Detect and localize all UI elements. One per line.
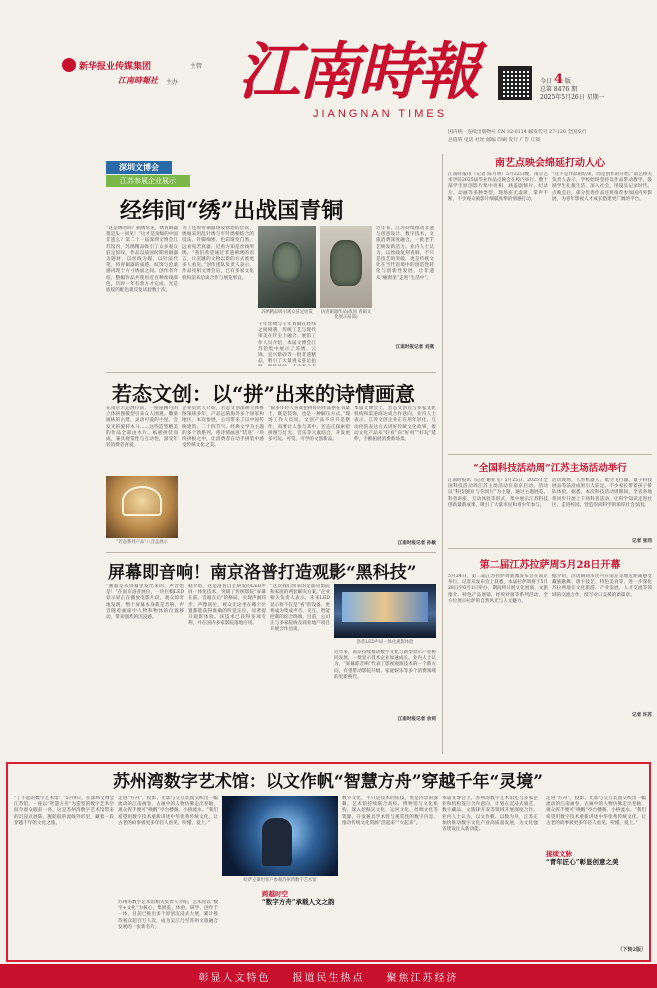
- side1-col1: 江南时报讯（记者 陈月明）5月22日晚，南京艺术学院2025届毕业作品点映会在校内举行。数十部学生原创影片集中亮相，涵盖剧情片、纪录片、动画等多种类型，现场座无虚席，掌声不断，不少观众被影片细腻真挚的情感打动。: [448, 172, 548, 202]
- side3-col1: 5月24日，第二届江苏拉萨周新闻发布会在南京举行。记者从发布会上获悉，本届拉萨周将于5月28日至6月1日举办，期间将开展文化展演、文旅推介、特色产品展销、经贸对接等系列活动，全方位展示拉萨的自然风光与人文魅力。: [448, 574, 548, 604]
- feature-subhead1: [262, 890, 342, 906]
- article3-image-caption: 洛普LED声屏一体化观影体验: [356, 640, 414, 645]
- side2-byline: 记者 张同: [632, 539, 652, 544]
- article2-image: [106, 476, 178, 538]
- article2-byline: 江南时报记者 孙敏: [397, 541, 436, 546]
- issue-info: [540, 72, 650, 102]
- feature-col1: “了不起的数字艺术馆！”5月9日，在深圳文博会江苏馆，一座以“智慧方舟”为造型的数字艺术空间令观众眼前一亮。这是苏州湾数字艺术馆带来的沉浸式展陈，舰船般的流线外形里，藏着一段穿越千年的文化之旅。: [14, 796, 114, 826]
- article1-col3: 千年丝绸与千年青铜在经纬之间相遇，传统工艺与现代审美在针尖上融合。展馆工作人员介绍，本届文博会江苏馆集中展示了苏绣、云锦、宜兴紫砂等一批非遗精品，吸引了大量观众驻足拍: [258, 322, 316, 365]
- feature-headline[interactable]: 苏州湾数字艺术馆：以文作帆“智慧方舟”穿越千年“灵境”: [112, 772, 544, 792]
- publisher-block: [62, 58, 222, 98]
- footer-bar: [0, 964, 657, 988]
- feature-col6-text: 走进“方舟”，投影、光影与交互装置交织出一幅流动的江南画卷，古画中的人物仿佛走出卷轴，观众挥手便可“唤醒”亭台楼阁、小桥流水。“我们希望用数字技术重新讲述中华优秀传统文化，让古老的故事被更多年轻人看见、听懂、爱上。”: [546, 796, 646, 826]
- article2-col2: 企业负责人介绍，若态文创深耕立体拼图领域多年，产品远销海外多个国家和地区。本次参展，公司带来了以中国传统建筑、二十四节气、经典文学为主题的多个新系列，将诗情画意“装进”一块块拼板之中，让消费者在动手拼装中感受传统文化之美。: [182, 406, 264, 449]
- page-label: 今日: [540, 78, 553, 85]
- article1-image1: [258, 226, 316, 308]
- divider: [106, 552, 436, 553]
- feature-continued[interactable]: （下转2版）: [617, 947, 646, 953]
- feature-col6: [546, 796, 646, 846]
- feature-col3: 苏州湾数字艺术馆相关负责人介绍，艺术馆以“数字+文化”为核心，集展览、体验、研学、创作于一体，目前已推出多个原创沉浸式大展，累计接待观众超百万人次，成为吴江乃至苏州文旅融合发展的一张新名片。: [118, 900, 218, 930]
- host-brand: 江南時報社: [118, 75, 158, 85]
- article2-image-caption: “若态系列产品”八音盒展示: [116, 540, 168, 545]
- article1-image2: [320, 226, 372, 308]
- side2-col1: 江南时报讯（记者 谢亚飞）5月25日，2025年全国科技活动周江苏主场活动在南京启动。活动以“科技强国 与你同行”为主题，通过主题展览、科普讲座、互动体验等形式，集中展示江苏科技创新最新成果，吸引了大量市民和青少年参与。: [448, 478, 548, 508]
- footer-slogan-1: 彰显人文特色: [198, 972, 271, 984]
- cn-number: 国内统一连续出版物号 CN 32-0114 邮发代号 27-120 全国发行: [448, 130, 587, 135]
- feature-image-caption: 哈萨克斯坦客户参观苏州湾数字艺术馆: [243, 878, 317, 883]
- article2-headline[interactable]: 若态文创：以“拼”出来的诗情画意: [112, 382, 416, 406]
- column-divider: [442, 154, 443, 754]
- article1-byline: 江南时报记者 刘燕: [395, 345, 434, 350]
- footer-slogan-3: 聚焦江苏经济: [386, 972, 459, 984]
- host-role: 主办: [166, 79, 179, 86]
- article3-headline[interactable]: 屏幕即音响！南京洛普打造观影“黑科技”: [108, 563, 417, 583]
- feature-col5: 本届文博会上，苏州湾数字艺术馆还与多家企业和机构签订合作意向，计划在沉浸式演艺、数字藏品、文旅IP开发等领域开展深度合作。业内人士认为，以文作帆、以数为舟，江苏正加快推动数字文化产业高质量发展，为文化强省建设注入新动能。: [442, 796, 538, 833]
- side3-headline[interactable]: 第二届江苏拉萨周5月28日开幕: [479, 560, 621, 571]
- qr-code-icon[interactable]: [498, 66, 532, 100]
- masthead-title: 江南時報: [238, 35, 479, 108]
- article2-col3: “很多年轻人喜欢把拼好的作品摆在书桌上，既是装饰，也是一种解压方式。”现场工作人员说，文创产品不应只是摆件，而要让人参与其中。若态正探索把拼图与灯光、音乐等元素结合，开发更多可玩、可赏、可学的文创新品。: [268, 406, 350, 443]
- divider: [106, 372, 436, 373]
- side2-headline[interactable]: “全国科技活动周”江苏主场活动举行: [473, 463, 627, 474]
- section-tag: 深圳文博会: [106, 161, 172, 174]
- subhead2-title: “青年匠心”彰显创意之美: [546, 858, 619, 866]
- side1-col2: “这不是作品的结束，而是创作的开始。”南艺相关负责人表示，学校始终坚持以作品带动教学，鼓励学生扎根生活、深入社会，用镜头记录时代。点映会后，部分优秀作品还将推荐参加国内外影展，为青年影视人才成长搭建更广阔的平台。: [552, 172, 652, 202]
- article2-col4: 本届文博会上，若态文创还与多家文化机构和渠道商达成合作意向。业内人士表示，江苏文创企业正在用年轻化、互动化的表达方式讲好传统文化故事，推动文化产品从“好看”向“好用”“好玩”延伸，不断拓展消费新场景。: [354, 406, 436, 443]
- side3-col2: 据介绍，活动期间市民可在南京等地近距离感受藏族歌舞、唐卡技艺、特色美食等，进一步深化苏拉两地在文化旅游、产业发展、人才交流等领域的交流合作，续写对口支援的新篇章。: [552, 574, 652, 598]
- article3-col3: “这次我们带来的是面向影院和家庭的两套解决方案。”企业相关负责人表示，未来LED显示将不仅是“看”的设备，更将成为集成声音、交互、智能控制的综合终端。目前，公司正与多家院线及商业地产项目开展合作洽谈。: [270, 584, 330, 633]
- article3-col1: “画面是从屏幕里发出来的，声音也是！”在南京洛普展位，一块巨幅LED显示屏正在播放电影片段，观众惊奇地发现，整个屏幕本身就是音响，声音随着画面中人物和物体的位置移动，带来强烈的沉浸感。: [106, 584, 184, 621]
- section-sub-label: 江苏参展企业展示: [106, 175, 190, 187]
- masthead-pinyin: JIANGNAN TIMES: [312, 108, 448, 120]
- article3-col4: 近年来，南京持续推动数字文化与新型显示产业协同发展，一批显示技术企业加速成长。业内人士认为，“屏幕即音响”代表了影视观演技术的一个新方向，有望带动影院升级、家庭娱乐等多个消费领域的更新换代。: [334, 650, 436, 680]
- subhead1-title: “数字方舟”承载人文之韵: [262, 898, 335, 906]
- divider: [448, 548, 652, 549]
- article3-col2: 据介绍，这是洛普自主研发的LED声屏一体化技术，突破了传统影院“屏幕在前、音箱在后”的格局，实现声画同步、声像同位，观众无论坐在哪个位置都能获得准确的听觉定位，显著提升观影体验。该技术已获得多项专利，并在国内多家影院落地应用。: [188, 584, 266, 627]
- article3-byline: 江南时报记者 余剑: [397, 717, 436, 722]
- side2-col2: 活动现场，人形机器人、低空飞行器、量子科技展品等前沿成果引人驻足，不少家长带着孩子排队体验。据悉，本次科技活动周期间，全省各地将同步开展上千场科普活动，让科学知识走进社区、走进校园，营造崇尚科学的浓厚社会氛围。: [552, 478, 652, 508]
- article2-col1: 在南京若态展位前，一座座精巧的立体拼图模型引来众人围观。雕梁画栋的古建、灵动可爱的小屋、会发光的旋转木马……这些造型精美的作品全部由木片、纸板拼装而成，兼具观赏性与互动性，深受年轻消费者喜爱。: [106, 406, 178, 449]
- side1-headline[interactable]: 南艺点映会绵延打动人心: [495, 158, 605, 169]
- article1-col1: “这是绣的吗？刺绣常见，绣青铜器很是头一回见！”这才是顶级的中国非遗么？第二十一届深圳文博会江苏馆内，苏绣精品吸引了众多观众驻足惊叹。作品以战国时期青铜器为题材，以丝线为媒、以针法代笔，将青铜器的质感、纹饰与沧桑感再现于方寸绣面之间。创作者介绍，整幅作品共使用近百种丝线颜色，历时一年有余方才完成，光是底纹的配色就反复试验数十次。: [106, 226, 178, 294]
- masthead: [0, 0, 657, 143]
- feature-image: [222, 796, 338, 876]
- article1-col4: 近年来，江苏持续推动非遗与创意设计、数字技术、文旅消费深度融合，一批老手艺焕发新活力。业内人士认为，以丝线复刻青铜，不只是技艺的突破，更是传统文化在当代语境中的创造性转化与创新性发展，让非遗从“橱窗里”走进“生活中”。: [376, 226, 434, 281]
- page-unit: 版: [564, 78, 571, 85]
- subhead2-label: 接续文脉: [546, 850, 572, 858]
- xinhua-logo-icon: [62, 58, 76, 72]
- footer-slogan-2: 报道民生热点: [292, 972, 365, 984]
- article1-image2-caption: 仿青铜器作品(战国 青铜文化展示局部): [320, 310, 372, 320]
- feature-col2: 走进“方舟”，投影、光影与交互装置交织出一幅流动的江南画卷，古画中的人物仿佛走出卷轴，观众挥手便可“唤醒”亭台楼阁、小桥流水。“我们希望用数字技术重新讲述中华优秀传统文化，让古老的故事被更多年轻人看见、听懂、爱上。”: [118, 796, 218, 826]
- article3-image: [334, 584, 436, 638]
- issue-date: 2025年5月26日 星期一: [540, 94, 605, 101]
- subhead1-label: 跨越时空: [262, 890, 288, 898]
- article1-image1-caption: 苏绣精品吸引观众驻足欣赏: [261, 310, 313, 315]
- page-count: 4: [553, 72, 563, 87]
- publisher-role: 主管: [190, 63, 203, 70]
- divider: [448, 454, 652, 455]
- publisher-brand: 新华报业传媒集团: [79, 62, 152, 72]
- side3-byline: 记者 许苏: [632, 713, 652, 718]
- feature-subhead2: [546, 850, 646, 866]
- article1-headline[interactable]: 经纬间“绣”出战国青铜: [120, 198, 344, 224]
- issue-number: 总第 8476 期: [540, 86, 578, 93]
- masthead-contacts: 总值班 电话 社址 邮编 印刷 发行 广告 订阅: [448, 138, 541, 143]
- feature-col4: 数字文化，不只是技术的炫技，更是内容的深耕。艺术馆持续联合高校、博物馆与文化机构，深入挖掘吴文化、运河文化、丝绸文化等资源，开发兼具学术性与观赏性的数字内容，推动传统文化资源“活起来”“火起来”。: [342, 796, 438, 826]
- article1-col2: 为了还原青铜器斑驳锈迹的层次，绣娘采用乱针绣与平针绣相结合的技法，针脚细密、色彩渐变自然，远看宛若真器，近看方知是丝线所绣。“我们希望通过非遗刺绣的语言，让沉睡的文物以新的方式被更多人看见。”创作团队负责人表示，作品亮相文博会后，已有多家文化机构前来洽谈合作与展览事宜。: [182, 226, 254, 281]
